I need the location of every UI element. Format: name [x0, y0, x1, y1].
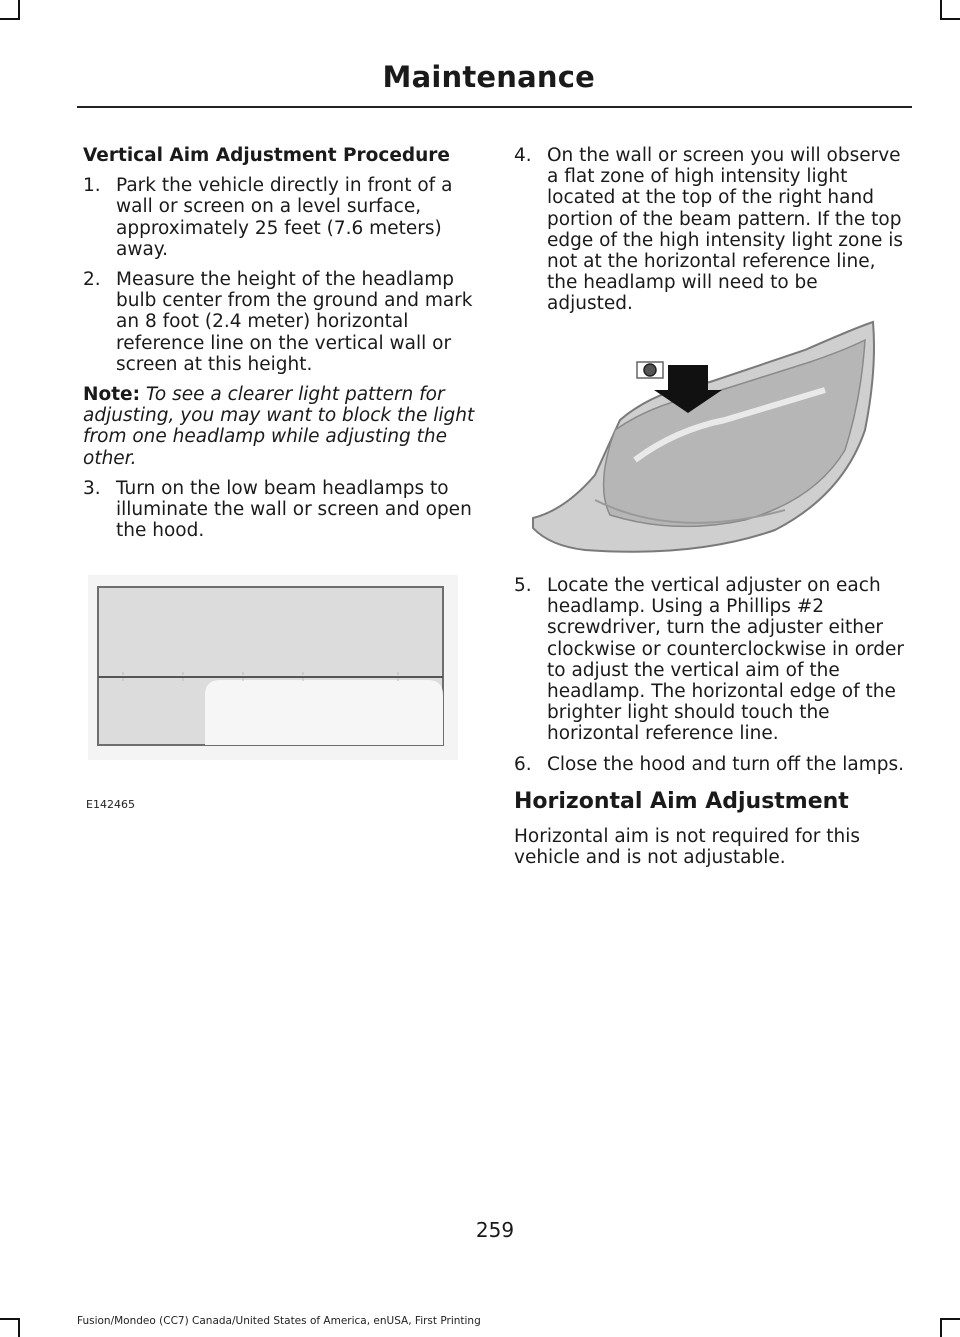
- beam-pattern-illustration: [88, 575, 458, 760]
- header-divider: [77, 106, 912, 108]
- crop-mark: [940, 1318, 960, 1320]
- crop-mark: [940, 0, 942, 20]
- beam-pattern-figure: [88, 575, 458, 760]
- step-text: Park the vehicle directly in front of a wall or screen on a level surface, approximately 25 feet (7.6 meters) away.: [116, 175, 453, 260]
- right-column-bottom: [514, 575, 909, 877]
- step-number: 4.: [514, 145, 532, 166]
- crop-mark: [940, 18, 960, 20]
- step-number: 2.: [83, 269, 101, 291]
- step-2: [83, 269, 475, 375]
- step-text: Measure the height of the headlamp bulb center from the ground and mark an 8 foot (2.4 meter) horizontal reference line on the vertical wall or screen at this height.: [116, 269, 473, 375]
- crop-mark: [18, 1318, 20, 1337]
- step-4: [514, 145, 909, 315]
- footer-text: Fusion/Mondeo (CC7) Canada/United States of America, enUSA, First Printing: [77, 1315, 481, 1327]
- step-1: [83, 175, 475, 260]
- crop-mark: [18, 0, 20, 20]
- page-number: 259: [475, 1218, 515, 1242]
- note-text: To see a clearer light pattern for adjusting, you may want to block the light from one headlamp while adjusting the other.: [83, 384, 475, 469]
- step-number: 3.: [83, 477, 101, 499]
- step-text: Close the hood and turn off the lamps.: [547, 753, 905, 775]
- figure-code: E142465: [86, 798, 135, 811]
- step-text: Locate the vertical adjuster on each headlamp. Using a Phillips #2 screwdriver, turn the adjuster either clockwise or counterclockwise in order to adjust the vertical aim of the headlamp. The horizontal edge of the brighter light should touch the horizontal reference line.: [547, 575, 905, 745]
- step-number: 1.: [83, 175, 101, 197]
- crop-mark: [0, 1318, 20, 1320]
- section-heading-horizontal-aim: Horizontal Aim Adjustment: [514, 788, 849, 814]
- step-6: [514, 754, 909, 775]
- step-number: 6.: [514, 753, 532, 775]
- page-title: Maintenance: [382, 60, 595, 94]
- right-column-top: [514, 145, 909, 324]
- step-3: [83, 478, 475, 542]
- step-text: Turn on the low beam headlamps to illuminate the wall or screen and open the hood.: [116, 477, 472, 542]
- note-label: Note:: [83, 384, 140, 406]
- step-text: On the wall or screen you will observe a flat zone of high intensity light located at the top of the right hand portion of the beam pattern. If the top edge of the high intensity light zone is not at the horizontal reference line, the headlamp will need to be adjusted.: [547, 145, 904, 315]
- left-column: [83, 145, 475, 550]
- crop-mark: [940, 1318, 942, 1337]
- horizontal-aim-paragraph: Horizontal aim is not required for this vehicle and is not adjustable.: [514, 826, 861, 869]
- note: [83, 384, 475, 469]
- step-5: [514, 575, 909, 745]
- headlamp-figure: [525, 310, 885, 560]
- section-heading-vertical-aim: Vertical Aim Adjustment Procedure: [83, 145, 450, 166]
- crop-mark: [0, 18, 20, 20]
- step-number: 5.: [514, 575, 532, 596]
- headlamp-illustration: [525, 310, 885, 560]
